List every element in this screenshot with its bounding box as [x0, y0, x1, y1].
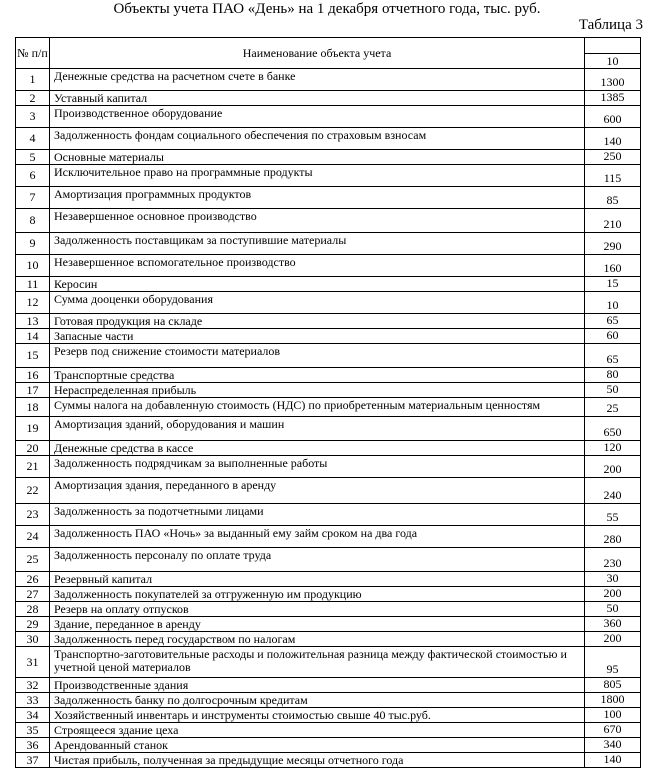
row-name: Задолженность подрядчикам за выполненные работы: [50, 456, 585, 478]
row-value: 60: [585, 329, 641, 344]
row-value: 120: [585, 441, 641, 456]
row-number: 21: [16, 456, 50, 478]
row-number: 16: [16, 368, 50, 383]
row-value: 95: [585, 647, 641, 678]
row-name: Резерв на оплату отпусков: [50, 602, 585, 617]
row-number: 14: [16, 329, 50, 344]
table-row: [16, 738, 641, 753]
row-value: 160: [585, 255, 641, 277]
row-value: 1300: [585, 69, 641, 91]
row-name: Производственное оборудование: [50, 106, 585, 128]
table-row: [16, 91, 641, 106]
table-row: [16, 329, 641, 344]
row-number: 17: [16, 383, 50, 398]
row-number: 18: [16, 398, 50, 417]
row-value: 200: [585, 632, 641, 647]
row-name: Задолженность фондам социального обеспечения по страховым взносам: [50, 128, 585, 150]
row-value: 80: [585, 368, 641, 383]
row-number: 33: [16, 693, 50, 708]
table-row: [16, 398, 641, 417]
row-number: 11: [16, 277, 50, 292]
row-name: Нераспределенная прибыль: [50, 383, 585, 398]
row-value: 140: [585, 128, 641, 150]
row-name: Строящееся здание цеха: [50, 723, 585, 738]
table-row: [16, 632, 641, 647]
table-row: [16, 150, 641, 165]
row-number: 36: [16, 738, 50, 753]
row-value: 250: [585, 150, 641, 165]
table-row: [16, 106, 641, 128]
header-value-top: [585, 38, 641, 54]
row-value: 200: [585, 456, 641, 478]
row-number: 6: [16, 165, 50, 187]
row-number: 5: [16, 150, 50, 165]
row-name: Амортизация программных продуктов: [50, 187, 585, 209]
row-number: 9: [16, 233, 50, 255]
table-row: [16, 383, 641, 398]
row-number: 37: [16, 753, 50, 768]
row-name: Суммы налога на добавленную стоимость (НДС) по приобретенным материальным ценностям: [50, 398, 585, 417]
row-number: 30: [16, 632, 50, 647]
table-row: [16, 753, 641, 768]
row-number: 2: [16, 91, 50, 106]
row-number: 12: [16, 292, 50, 314]
row-name: Арендованный станок: [50, 738, 585, 753]
row-number: 3: [16, 106, 50, 128]
document-title: Объекты учета ПАО «День» на 1 декабря отчетного года, тыс. руб.: [113, 1, 541, 17]
row-number: 32: [16, 678, 50, 693]
row-number: 22: [16, 478, 50, 504]
row-number: 29: [16, 617, 50, 632]
row-name: Денежные средства на расчетном счете в банке: [50, 69, 585, 91]
row-name: Хозяйственный инвентарь и инструменты стоимостью свыше 40 тыс.руб.: [50, 708, 585, 723]
row-name: Задолженность персоналу по оплате труда: [50, 548, 585, 572]
table-row: [16, 602, 641, 617]
row-value: 65: [585, 314, 641, 329]
row-name: Запасные части: [50, 329, 585, 344]
table-row: [16, 441, 641, 456]
row-name: Керосин: [50, 277, 585, 292]
row-value: 55: [585, 504, 641, 526]
row-value: 15: [585, 277, 641, 292]
table-row: [16, 255, 641, 277]
row-name: Задолженность за подотчетными лицами: [50, 504, 585, 526]
table-row: [16, 165, 641, 187]
table-row: [16, 344, 641, 368]
row-name: Основные материалы: [50, 150, 585, 165]
row-value: 10: [585, 292, 641, 314]
row-value: 230: [585, 548, 641, 572]
row-name: Денежные средства в кассе: [50, 441, 585, 456]
row-name: Амортизация зданий, оборудования и машин: [50, 417, 585, 441]
table-row: [16, 693, 641, 708]
row-number: 35: [16, 723, 50, 738]
row-value: 340: [585, 738, 641, 753]
table-label: Таблица 3: [578, 17, 643, 33]
row-number: 34: [16, 708, 50, 723]
row-value: 600: [585, 106, 641, 128]
row-number: 28: [16, 602, 50, 617]
table-row: [16, 678, 641, 693]
row-value: 25: [585, 398, 641, 417]
row-value: 50: [585, 383, 641, 398]
row-number: 25: [16, 548, 50, 572]
table-row: [16, 187, 641, 209]
row-name: Задолженность банку по долгосрочным кредитам: [50, 693, 585, 708]
row-name: Амортизация здания, переданного в аренду: [50, 478, 585, 504]
row-number: 27: [16, 587, 50, 602]
table-row: [16, 456, 641, 478]
header-num: № п/п: [16, 38, 50, 69]
row-name: Задолженность перед государством по налогам: [50, 632, 585, 647]
table-body: [16, 69, 641, 768]
row-name: Производственные здания: [50, 678, 585, 693]
row-number: 20: [16, 441, 50, 456]
table-row: [16, 708, 641, 723]
row-value: 1800: [585, 693, 641, 708]
row-value: 85: [585, 187, 641, 209]
table-row: [16, 233, 641, 255]
row-name: Транспортные средства: [50, 368, 585, 383]
row-name: Резерв под снижение стоимости материалов: [50, 344, 585, 368]
row-number: 7: [16, 187, 50, 209]
row-number: 13: [16, 314, 50, 329]
row-name: Задолженность поставщикам за поступившие материалы: [50, 233, 585, 255]
table-row: [16, 292, 641, 314]
table-row: [16, 504, 641, 526]
row-value: 280: [585, 526, 641, 548]
row-number: 10: [16, 255, 50, 277]
table-row: [16, 209, 641, 233]
row-number: 26: [16, 572, 50, 587]
row-value: 240: [585, 478, 641, 504]
row-name: Резервный капитал: [50, 572, 585, 587]
row-value: 1385: [585, 91, 641, 106]
row-name: Незавершенное основное производство: [50, 209, 585, 233]
row-name: Сумма дооценки оборудования: [50, 292, 585, 314]
row-value: 140: [585, 753, 641, 768]
table-row: [16, 572, 641, 587]
row-number: 23: [16, 504, 50, 526]
row-value: 100: [585, 708, 641, 723]
table-row: [16, 314, 641, 329]
table-row: [16, 368, 641, 383]
row-name: Транспортно-заготовительные расходы и положительная разница между фактической стоимостью и учетной ценой материалов: [50, 647, 585, 678]
row-value: 115: [585, 165, 641, 187]
row-value: 650: [585, 417, 641, 441]
row-value: 805: [585, 678, 641, 693]
row-value: 360: [585, 617, 641, 632]
row-value: 210: [585, 209, 641, 233]
table-row: [16, 617, 641, 632]
table-row: [16, 526, 641, 548]
row-name: Задолженность ПАО «Ночь» за выданный ему займ сроком на два года: [50, 526, 585, 548]
row-name: Незавершенное вспомогательное производство: [50, 255, 585, 277]
row-value: 50: [585, 602, 641, 617]
accounting-objects-table: [15, 37, 641, 768]
table-row: [16, 478, 641, 504]
row-number: 8: [16, 209, 50, 233]
row-number: 1: [16, 69, 50, 91]
row-value: 65: [585, 344, 641, 368]
row-number: 31: [16, 647, 50, 678]
row-name: Задолженность покупателей за отгруженную им продукцию: [50, 587, 585, 602]
table-row: [16, 723, 641, 738]
table-row: [16, 548, 641, 572]
table-row: [16, 417, 641, 441]
row-name: Чистая прибыль, полученная за предыдущие месяцы отчетного года: [50, 753, 585, 768]
table-row: [16, 587, 641, 602]
row-value: 290: [585, 233, 641, 255]
table-header: [16, 38, 641, 69]
row-number: 19: [16, 417, 50, 441]
row-number: 24: [16, 526, 50, 548]
row-name: Здание, переданное в аренду: [50, 617, 585, 632]
table-row: [16, 128, 641, 150]
header-name: Наименование объекта учета: [50, 38, 585, 69]
row-value: 670: [585, 723, 641, 738]
row-number: 15: [16, 344, 50, 368]
row-name: Уставный капитал: [50, 91, 585, 106]
row-name: Исключительное право на программные продукты: [50, 165, 585, 187]
header-value: 10: [585, 53, 641, 69]
row-name: Готовая продукция на складе: [50, 314, 585, 329]
table-row: [16, 647, 641, 678]
table-row: [16, 277, 641, 292]
row-number: 4: [16, 128, 50, 150]
row-value: 200: [585, 587, 641, 602]
row-value: 30: [585, 572, 641, 587]
table-row: [16, 69, 641, 91]
